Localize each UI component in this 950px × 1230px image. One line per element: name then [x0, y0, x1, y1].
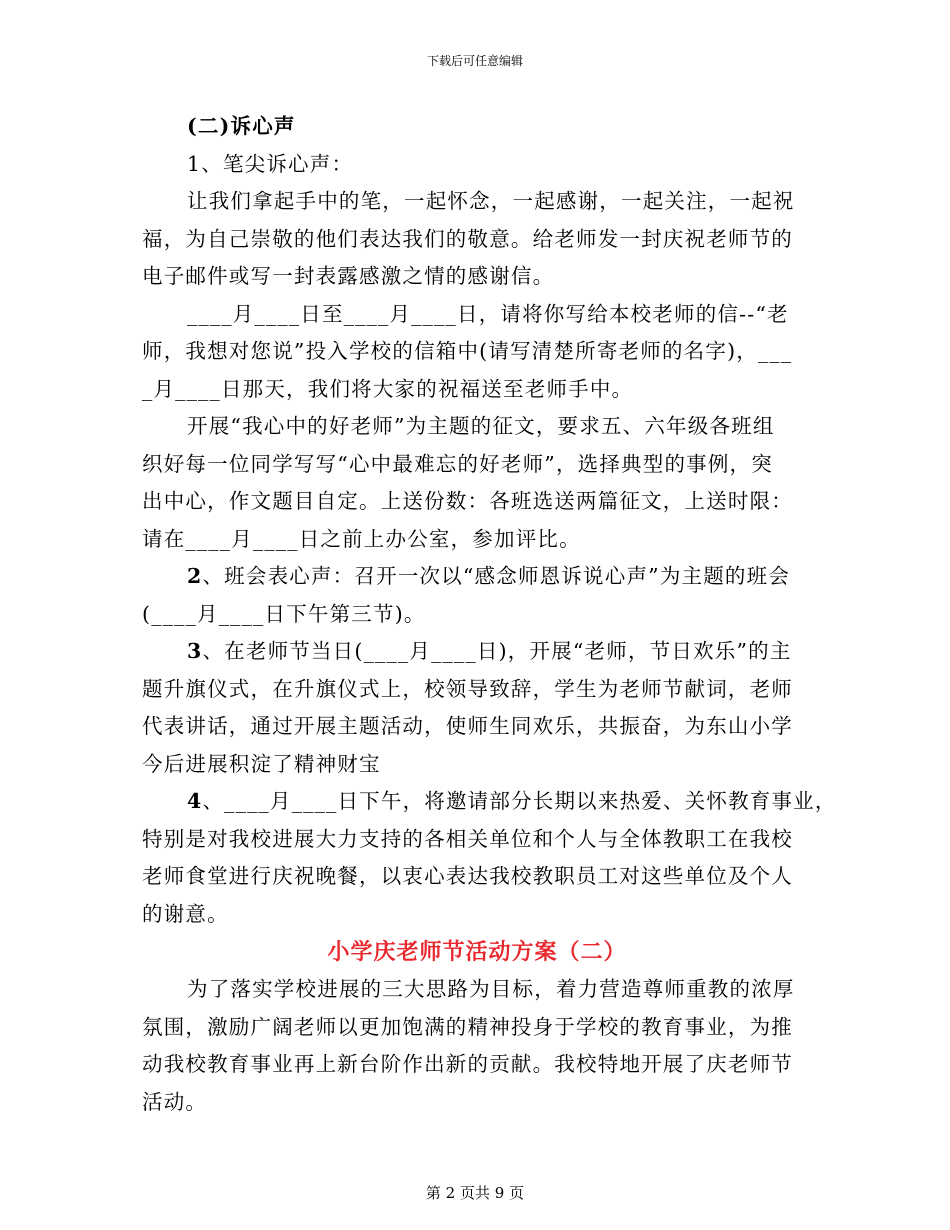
paragraph-line: 让我们拿起手中的笔，一起怀念，一起感谢，一起关注，一起祝	[187, 189, 795, 213]
paragraph-line	[142, 783, 837, 821]
paragraph-line: 活动。	[142, 1089, 208, 1114]
paragraph-line: _月____日那天，我们将大家的祝福送至老师手中。	[142, 376, 634, 401]
subheading: (二)诉心声	[187, 114, 296, 138]
paragraph-line: 电子邮件或写一封表露感激之情的感谢信。	[142, 264, 555, 288]
paragraph-line: 特别是对我校进展大力支持的各相关单位和个人与全体教职工在我校	[142, 826, 793, 851]
paragraph-line: 师，我想对您说”投入学校的信箱中(请写清楚所寄老师的名字)，___	[142, 339, 793, 363]
document-body	[142, 108, 837, 1121]
item-3	[142, 633, 812, 783]
paragraph-line: 今后进展积淀了精神财宝	[142, 751, 381, 776]
paragraph-line: 出中心，作文题目自定。上送份数：各班选送两篇征文，上送时限：	[142, 489, 793, 513]
item-2	[142, 558, 812, 633]
paragraph-line: 为了落实学校进展的三大思路为目标，着力营造尊师重教的浓厚	[187, 977, 795, 1001]
item-number: 2	[187, 564, 203, 588]
item-text: 、在老师节当日(____月____日)，开展“老师，节日欢乐”的主	[202, 639, 792, 663]
paragraph-1	[142, 183, 812, 296]
page-header: 下载后可任意编辑	[426, 54, 523, 68]
item-number: 4	[187, 789, 203, 813]
paragraph-line	[142, 558, 812, 596]
page-footer: 第 2 页共 9 页	[425, 1184, 525, 1202]
paragraph-line: 题升旗仪式，在升旗仪式上，校领导致辞，学生为老师节献词，老师	[142, 676, 793, 701]
paragraph-line: 动我校教育事业再上新台阶作出新的贡献。我校特地开展了庆老师节	[142, 1052, 793, 1076]
paragraph-3	[142, 408, 812, 558]
item-text: 、____月____日下午，将邀请部分长期以来热爱、关怀教育事业，	[202, 789, 837, 813]
paragraph-line	[142, 633, 812, 671]
paragraph-line: 氛围，激励广阔老师以更加饱满的精神投身于学校的教育事业，为推	[142, 1014, 793, 1039]
paragraph-final	[142, 971, 812, 1121]
paragraph-line: 老师食堂进行庆祝晚餐，以衷心表达我校教职员工对这些单位及个人	[142, 864, 793, 888]
item-4	[142, 783, 837, 933]
item-text: 、班会表心声：召开一次以“感念师恩诉说心声”为主题的班会	[202, 564, 791, 588]
paragraph-line: 开展“我心中的好老师”为主题的征文，要求五、六年级各班组	[187, 414, 775, 438]
paragraph-line: 的谢意。	[142, 901, 229, 926]
paragraph-line: 代表讲话，通过开展主题活动，使师生同欢乐，共振奋，为东山小学	[142, 714, 793, 738]
paragraph-line: 织好每一位同学写写“心中最难忘的好老师”，选择典型的事例，突	[142, 451, 773, 476]
paragraph-line: (____月____日下午第三节)。	[142, 601, 426, 626]
paragraph-2	[142, 296, 812, 409]
paragraph-line: ____月____日至____月____日，请将你写给本校老师的信--“老	[187, 301, 789, 326]
paragraph-line: 请在____月____日之前上办公室，参加评比。	[142, 526, 581, 551]
item-number: 3	[187, 639, 203, 663]
paragraph-line: 福，为自己崇敬的他们表达我们的敬意。给老师发一封庆祝老师节的	[142, 226, 793, 251]
section-title: 小学庆老师节活动方案（二）	[327, 939, 627, 965]
item-1-title: 1、笔尖诉心声：	[187, 151, 354, 176]
